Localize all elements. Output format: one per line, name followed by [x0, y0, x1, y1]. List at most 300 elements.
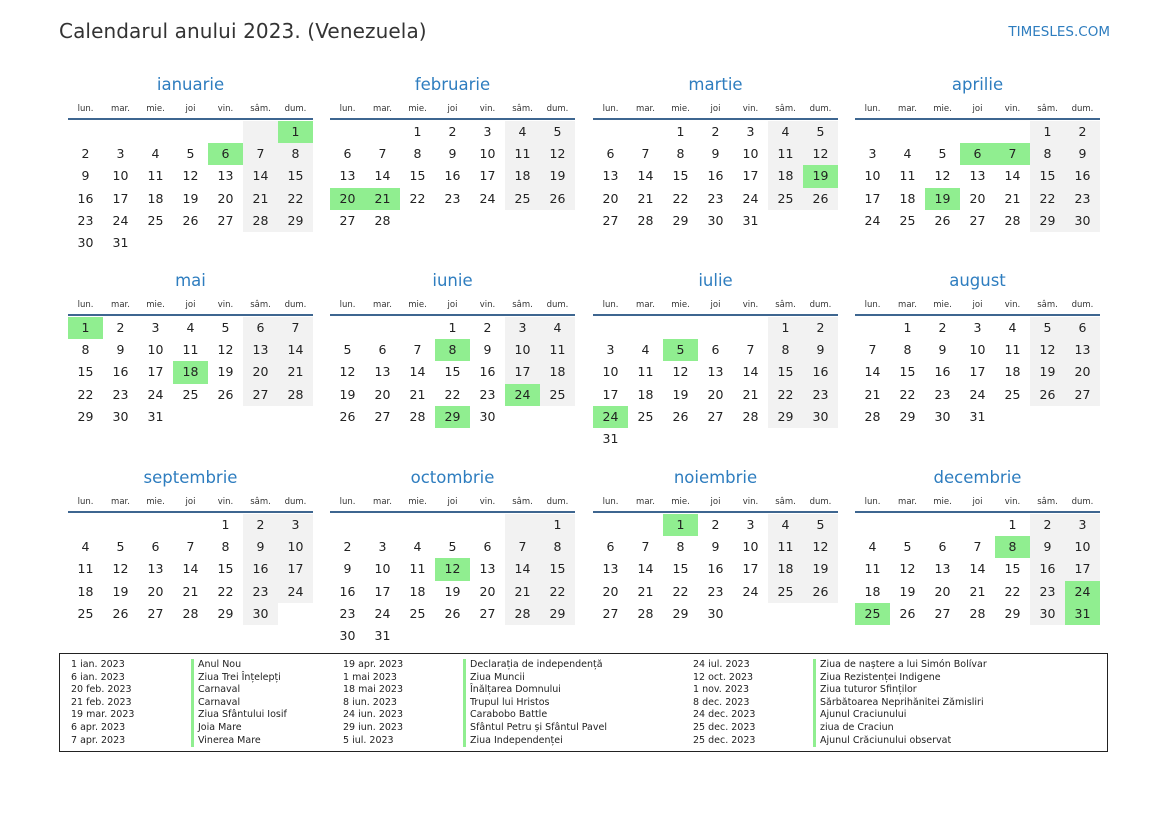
day-cell: 28 [182, 605, 199, 621]
weekday-header [330, 298, 575, 312]
day-cell: 19 [899, 583, 916, 599]
weekday-label: sâm. [512, 497, 533, 507]
day-cell: 7 [973, 539, 982, 555]
weekday-label: lun. [77, 300, 94, 310]
month-aprilie [855, 74, 1100, 232]
weekday-label: mar. [636, 497, 655, 507]
day-cell: 26 [112, 605, 129, 621]
day-cell: 16 [707, 168, 724, 184]
weekday-label: joi [447, 497, 458, 507]
day-cell: 26 [1030, 384, 1065, 406]
holiday-name: Ziua tuturor Sfinților [813, 684, 917, 697]
day-cell: 11 [147, 168, 164, 184]
day-cell: 24 [374, 605, 391, 621]
weekday-header [68, 298, 313, 312]
day-cell: 11 [505, 143, 540, 165]
day-cell: 13 [374, 364, 391, 380]
holiday-date: 8 iun. 2023 [343, 696, 397, 708]
weekday-label: dum. [1071, 300, 1094, 310]
day-cell: 24 [112, 212, 129, 228]
holiday-day-cell: 25 [855, 603, 890, 625]
day-cell: 8 [676, 146, 685, 162]
day-cell: 13 [707, 364, 724, 380]
day-cell: 4 [505, 121, 540, 143]
holiday-name: Înălțarea Domnului [463, 684, 561, 697]
holiday-day-cell: 12 [435, 558, 470, 580]
day-cell: 10 [969, 342, 986, 358]
empty-day-cell [400, 514, 435, 536]
day-cell: 9 [1065, 143, 1100, 165]
day-cell: 15 [217, 561, 234, 577]
holiday-day-cell: 6 [208, 143, 243, 165]
day-cell: 10 [278, 536, 313, 558]
day-cell: 6 [938, 539, 947, 555]
day-cell: 28 [864, 408, 881, 424]
day-cell: 22 [77, 386, 94, 402]
empty-day-cell [173, 121, 208, 143]
weekday-label: sâm. [250, 497, 271, 507]
weekday-label: lun. [339, 104, 356, 114]
header-divider [68, 511, 313, 513]
day-cell: 3 [278, 514, 313, 536]
day-cell: 1 [676, 124, 685, 139]
day-cell: 31 [374, 627, 391, 643]
holiday-row [71, 672, 287, 685]
weekday-label: sâm. [512, 104, 533, 114]
header-divider [68, 314, 313, 316]
holiday-row [71, 735, 287, 748]
day-cell: 12 [540, 143, 575, 165]
weekday-label: joi [185, 497, 196, 507]
day-cell: 5 [803, 514, 838, 536]
day-cell: 18 [1004, 364, 1021, 380]
day-cell: 6 [483, 539, 492, 555]
holiday-row [343, 659, 607, 672]
day-cell: 30 [934, 408, 951, 424]
day-cell: 23 [707, 583, 724, 599]
day-cell: 8 [768, 339, 803, 361]
day-cell: 15 [1030, 165, 1065, 187]
month-februarie [330, 74, 575, 232]
day-cell: 3 [746, 124, 755, 139]
day-cell: 4 [81, 539, 90, 555]
holiday-name: Carnaval [191, 684, 240, 697]
holiday-row [693, 684, 987, 697]
day-cell: 25 [899, 212, 916, 228]
day-cell: 15 [672, 168, 689, 184]
empty-day-cell [733, 317, 768, 339]
day-cell: 4 [1008, 320, 1017, 335]
day-cell: 13 [147, 561, 164, 577]
holiday-row [71, 709, 287, 722]
day-cell: 25 [768, 188, 803, 210]
empty-day-cell [470, 514, 505, 536]
day-cell: 18 [637, 386, 654, 402]
weekday-label: dum. [546, 104, 569, 114]
day-cell: 17 [278, 558, 313, 580]
holiday-day-cell: 31 [1065, 603, 1100, 625]
day-cell: 22 [1030, 188, 1065, 210]
day-cell: 12 [182, 168, 199, 184]
day-cell: 4 [186, 320, 195, 335]
day-cell: 5 [221, 320, 230, 335]
day-cell: 22 [409, 190, 426, 206]
day-cell: 27 [243, 384, 278, 406]
day-cell: 21 [505, 581, 540, 603]
day-cell: 14 [505, 558, 540, 580]
weekday-label: vin. [479, 104, 496, 114]
day-cell: 25 [505, 188, 540, 210]
day-cell: 19 [672, 386, 689, 402]
day-cell: 1 [1030, 121, 1065, 143]
day-cell: 14 [374, 168, 391, 184]
day-cell: 3 [746, 517, 755, 532]
weekday-label: mar. [636, 300, 655, 310]
day-cell: 29 [672, 605, 689, 621]
holiday-legend [59, 653, 1108, 752]
holiday-date: 12 oct. 2023 [693, 671, 754, 683]
day-cell: 30 [707, 605, 724, 621]
day-cell: 7 [641, 539, 650, 555]
day-cell: 17 [602, 386, 619, 402]
header-divider [593, 314, 838, 316]
holiday-row [693, 672, 987, 685]
day-cell: 13 [602, 168, 619, 184]
day-cell: 22 [217, 583, 234, 599]
holiday-column [343, 659, 607, 747]
day-cell: 24 [479, 190, 496, 206]
holiday-day-cell: 8 [435, 339, 470, 361]
holiday-row [693, 659, 987, 672]
day-cell: 20 [969, 190, 986, 206]
weekday-label: lun. [602, 497, 619, 507]
month-octombrie [330, 467, 575, 647]
day-cell: 27 [602, 212, 619, 228]
weekday-label: mie. [933, 104, 952, 114]
day-cell: 20 [602, 190, 619, 206]
header-divider [330, 314, 575, 316]
day-cell: 19 [112, 583, 129, 599]
holiday-row [693, 709, 987, 722]
day-cell: 26 [444, 605, 461, 621]
month-name: decembrie [933, 468, 1022, 487]
holiday-row [343, 735, 607, 748]
holiday-date: 29 iun. 2023 [343, 721, 404, 733]
weekday-label: sâm. [250, 104, 271, 114]
weekday-label: mar. [636, 104, 655, 114]
month-name: iulie [698, 271, 733, 290]
weekday-label: mie. [671, 497, 690, 507]
day-cell: 15 [278, 165, 313, 187]
holiday-name: Sărbătoarea Neprihănitei Zămisliri [813, 697, 984, 710]
day-cell: 10 [1065, 536, 1100, 558]
month-mai [68, 270, 313, 428]
weekday-label: vin. [217, 104, 234, 114]
holiday-day-cell: 6 [960, 143, 995, 165]
weekday-label: joi [710, 300, 721, 310]
day-cell: 27 [1065, 384, 1100, 406]
empty-day-cell [855, 514, 890, 536]
empty-day-cell [103, 121, 138, 143]
day-grid [593, 121, 838, 232]
day-cell: 29 [899, 408, 916, 424]
holiday-row [343, 709, 607, 722]
day-cell: 12 [672, 364, 689, 380]
holiday-name: Anul Nou [191, 659, 241, 672]
day-cell: 23 [77, 212, 94, 228]
weekday-label: lun. [77, 104, 94, 114]
weekday-label: joi [710, 497, 721, 507]
day-cell: 5 [448, 539, 457, 555]
holiday-date: 18 mai 2023 [343, 684, 404, 696]
weekday-label: sâm. [775, 104, 796, 114]
holiday-day-cell: 1 [68, 317, 103, 339]
day-cell: 19 [217, 364, 234, 380]
day-cell: 24 [278, 581, 313, 603]
day-cell: 31 [742, 212, 759, 228]
day-cell: 30 [339, 627, 356, 643]
day-cell: 17 [969, 364, 986, 380]
day-cell: 16 [339, 583, 356, 599]
holiday-column [693, 659, 987, 747]
day-cell: 18 [147, 190, 164, 206]
day-cell: 31 [602, 430, 619, 446]
day-cell: 6 [151, 539, 160, 555]
holiday-day-cell: 24 [593, 406, 628, 428]
holiday-date: 19 mar. 2023 [71, 709, 135, 721]
day-cell: 9 [938, 342, 947, 358]
weekday-label: mie. [671, 104, 690, 114]
day-cell: 7 [746, 342, 755, 358]
day-cell: 28 [637, 605, 654, 621]
day-cell: 14 [742, 364, 759, 380]
day-cell: 1 [768, 317, 803, 339]
day-cell: 24 [742, 190, 759, 206]
day-cell: 14 [969, 561, 986, 577]
day-cell: 27 [339, 212, 356, 228]
day-cell: 10 [505, 339, 540, 361]
day-cell: 29 [672, 212, 689, 228]
day-grid [593, 317, 838, 450]
weekday-header [855, 298, 1100, 312]
day-cell: 7 [413, 342, 422, 358]
holiday-name: ziua de Craciun [813, 722, 894, 735]
day-cell: 8 [676, 539, 685, 555]
day-cell: 18 [77, 583, 94, 599]
day-cell: 30 [479, 408, 496, 424]
day-cell: 26 [339, 408, 356, 424]
day-cell: 2 [1065, 121, 1100, 143]
day-cell: 30 [77, 234, 94, 250]
day-cell: 24 [969, 386, 986, 402]
weekday-label: vin. [217, 300, 234, 310]
day-cell: 21 [409, 386, 426, 402]
header-divider [68, 118, 313, 120]
weekday-label: mar. [111, 300, 130, 310]
day-cell: 19 [182, 190, 199, 206]
day-cell: 17 [147, 364, 164, 380]
empty-day-cell [330, 317, 365, 339]
day-cell: 26 [934, 212, 951, 228]
holiday-row [71, 684, 287, 697]
day-cell: 29 [540, 603, 575, 625]
day-cell: 1 [221, 517, 230, 532]
day-cell: 16 [243, 558, 278, 580]
empty-day-cell [138, 514, 173, 536]
holiday-date: 19 apr. 2023 [343, 659, 404, 670]
day-cell: 23 [339, 605, 356, 621]
header-divider [855, 118, 1100, 120]
day-cell: 13 [339, 168, 356, 184]
day-cell: 19 [444, 583, 461, 599]
holiday-day-cell: 7 [995, 143, 1030, 165]
day-cell: 5 [186, 146, 195, 162]
day-cell: 29 [1030, 210, 1065, 232]
day-grid [68, 514, 313, 625]
month-name: octombrie [410, 468, 495, 487]
day-cell: 26 [899, 605, 916, 621]
day-cell: 1 [1008, 517, 1017, 532]
day-cell: 20 [147, 583, 164, 599]
weekday-label: dum. [284, 497, 307, 507]
day-cell: 23 [803, 384, 838, 406]
day-cell: 7 [278, 317, 313, 339]
empty-day-cell [68, 514, 103, 536]
day-cell: 30 [1030, 603, 1065, 625]
holiday-date: 5 iul. 2023 [343, 734, 394, 746]
day-cell: 26 [672, 408, 689, 424]
day-cell: 6 [606, 146, 615, 162]
holiday-name: Joia Mare [191, 722, 242, 735]
brand-link[interactable]: TIMESLES.COM [1008, 24, 1110, 40]
day-cell: 5 [1030, 317, 1065, 339]
weekday-label: dum. [546, 497, 569, 507]
day-cell: 24 [742, 583, 759, 599]
day-cell: 21 [1004, 190, 1021, 206]
day-cell: 14 [637, 168, 654, 184]
day-cell: 17 [479, 168, 496, 184]
day-cell: 16 [1030, 558, 1065, 580]
day-cell: 14 [409, 364, 426, 380]
day-cell: 5 [903, 539, 912, 555]
day-cell: 2 [938, 320, 947, 335]
day-cell: 21 [637, 190, 654, 206]
holiday-day-cell: 1 [663, 514, 698, 536]
holiday-column [71, 659, 287, 747]
holiday-row [693, 735, 987, 748]
empty-day-cell [628, 514, 663, 536]
empty-day-cell [890, 514, 925, 536]
weekday-label: mie. [146, 104, 165, 114]
holiday-name: Ziua Trei Înțelepți [191, 672, 281, 685]
holiday-date: 1 nov. 2023 [693, 684, 749, 696]
empty-day-cell [243, 121, 278, 143]
weekday-label: mar. [111, 104, 130, 114]
day-cell: 17 [742, 168, 759, 184]
day-cell: 6 [243, 317, 278, 339]
day-cell: 13 [969, 168, 986, 184]
empty-day-cell [960, 514, 995, 536]
month-name: august [949, 271, 1006, 290]
day-cell: 7 [378, 146, 387, 162]
day-cell: 22 [672, 190, 689, 206]
holiday-date: 7 apr. 2023 [71, 734, 126, 746]
day-cell: 17 [374, 583, 391, 599]
day-cell: 23 [1030, 581, 1065, 603]
day-cell: 30 [803, 406, 838, 428]
weekday-label: mar. [898, 300, 917, 310]
day-cell: 4 [868, 539, 877, 555]
holiday-row [693, 722, 987, 735]
weekday-label: vin. [479, 497, 496, 507]
month-name: noiembrie [673, 468, 758, 487]
day-cell: 15 [899, 364, 916, 380]
day-cell: 25 [409, 605, 426, 621]
holiday-day-cell: 20 [330, 188, 365, 210]
day-cell: 10 [602, 364, 619, 380]
weekday-label: dum. [1071, 104, 1094, 114]
day-cell: 13 [479, 561, 496, 577]
empty-day-cell [173, 514, 208, 536]
day-cell: 28 [637, 212, 654, 228]
weekday-header [68, 102, 313, 116]
month-noiembrie [593, 467, 838, 625]
day-cell: 15 [672, 561, 689, 577]
weekday-label: vin. [742, 497, 759, 507]
day-cell: 27 [934, 605, 951, 621]
empty-day-cell [435, 514, 470, 536]
empty-day-cell [208, 121, 243, 143]
weekday-label: mie. [408, 497, 427, 507]
empty-day-cell [138, 121, 173, 143]
day-cell: 3 [378, 539, 387, 555]
day-cell: 13 [602, 561, 619, 577]
weekday-header [330, 495, 575, 509]
day-cell: 15 [540, 558, 575, 580]
empty-day-cell [698, 317, 733, 339]
day-cell: 19 [1030, 361, 1065, 383]
month-name: mai [175, 271, 206, 290]
day-cell: 22 [768, 384, 803, 406]
holiday-day-cell: 1 [278, 121, 313, 143]
day-grid [330, 121, 575, 232]
day-cell: 8 [221, 539, 230, 555]
day-cell: 6 [711, 342, 720, 358]
day-cell: 18 [899, 190, 916, 206]
empty-day-cell [890, 121, 925, 143]
day-cell: 28 [742, 408, 759, 424]
day-cell: 6 [343, 146, 352, 162]
day-cell: 1 [413, 124, 422, 139]
day-cell: 7 [186, 539, 195, 555]
empty-day-cell [365, 514, 400, 536]
day-cell: 28 [278, 384, 313, 406]
day-cell: 9 [448, 146, 457, 162]
day-cell: 8 [903, 342, 912, 358]
day-cell: 20 [707, 386, 724, 402]
day-cell: 26 [803, 581, 838, 603]
day-cell: 20 [934, 583, 951, 599]
day-cell: 12 [112, 561, 129, 577]
holiday-day-cell: 19 [803, 165, 838, 187]
day-cell: 20 [1065, 361, 1100, 383]
day-cell: 22 [899, 386, 916, 402]
day-cell: 28 [409, 408, 426, 424]
day-cell: 11 [768, 536, 803, 558]
weekday-label: joi [447, 104, 458, 114]
weekday-header [593, 298, 838, 312]
day-cell: 30 [112, 408, 129, 424]
